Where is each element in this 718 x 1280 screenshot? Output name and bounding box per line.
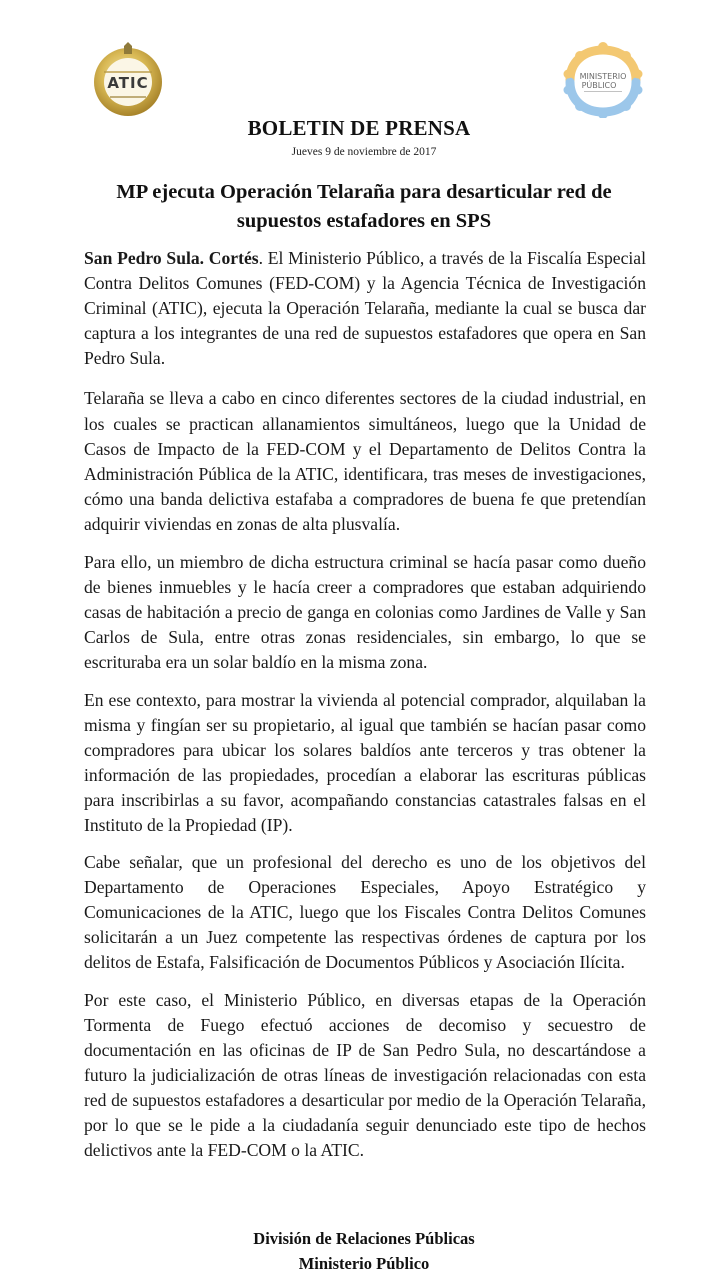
headline: MP ejecuta Operación Telaraña para desarticular red de supuestos estafadores en SPS [116, 181, 612, 232]
svg-text:MINISTERIO: MINISTERIO [579, 72, 627, 81]
paragraph: Para ello, un miembro de dicha estructura criminal se hacía pasar como dueño de bienes inmuebles y le hacía creer a compradores que estaban adquiriendo casas de habitación a precio de ganga en colonias como Jardines de Valle y San Carlos de Sula, entre otras zonas residenciales, sin embargo, lo que se escrituraba era un solar baldío en la misma zona. [84, 552, 646, 673]
paragraph: En ese contexto, para mostrar la vivienda al potencial comprador, alquilaban la misma y fingían ser su propietario, al igual que también se hacían pasar como compradores para ubicar los solares baldíos ante terceros y tras obtener la información de las propiedades, procedían a elaborar las escrituras públicas para inscribirlas a su favor, acompañando constancias catastrales falsas en el Instituto de la Propiedad (IP). [84, 689, 646, 835]
atic-logo-icon [88, 40, 168, 118]
publication-date: Jueves 9 de noviembre de 2017 [291, 146, 437, 158]
signature-division: División de Relaciones Públicas [253, 1229, 475, 1248]
svg-text:PÚBLICO: PÚBLICO [581, 81, 617, 90]
paragraph: Por este caso, el Ministerio Público, en diversas etapas de la Operación Tormenta de Fuego efectuó acciones de decomiso y secuestro de documentación en las oficinas de IP de San Pedro Sula, no descartándose a futuro la judicialización de otras líneas de investigación relacionadas con esta red de supuestos estafadores a desarticular por medio de la Operación Telaraña, por lo que se le pide a la ciudadanía seguir denunciado este tipo de hechos delictivos ante la FED-COM o la ATIC. [84, 989, 646, 1161]
signature-block [0, 1226, 718, 1276]
paragraph: Cabe señalar, que un profesional del derecho es uno de los objetivos del Departamento de Operaciones Especiales, Apoyo Estratégico y Comunicaciones de la ATIC, luego que los Fiscales Contra Delitos Comunes solicitarán a un Juez competente las respectivas órdenes de captura por los delitos de Estafa, Falsificación de Documentos Públicos y Asociación Ilícita. [84, 852, 646, 973]
paragraph: Telaraña se lleva a cabo en cinco diferentes sectores de la ciudad industrial, en los cuales se practican allanamientos simultáneos, luego que la Unidad de Casos de Impacto de la FED-COM y el Departamento de Delitos Contra la Administración Pública de la ATIC, identificara, tras meses de investigaciones, cómo una banda delictiva estafaba a compradores de buena fe que pretendían adquirir viviendas en zonas de alta plusvalía. [84, 388, 646, 534]
ministerio-publico-logo-icon [562, 42, 644, 118]
article-body [84, 246, 646, 1175]
signature-organization: Ministerio Público [298, 1254, 430, 1273]
svg-text:ATIC: ATIC [107, 74, 149, 92]
paragraph: San Pedro Sula. Cortés. El Ministerio Público, a través de la Fiscalía Especial Contra Delitos Comunes (FED-COM) y la Agencia Técnica de Investigación Criminal (ATIC), ejecuta la Operación Telaraña, mediante la cual se busca dar captura a los integrantes de una red de supuestos estafadores que opera en San Pedro Sula. [84, 248, 646, 369]
page-title: BOLETIN DE PRENSA [247, 116, 471, 140]
dateline: San Pedro Sula. Cortés [84, 248, 259, 268]
